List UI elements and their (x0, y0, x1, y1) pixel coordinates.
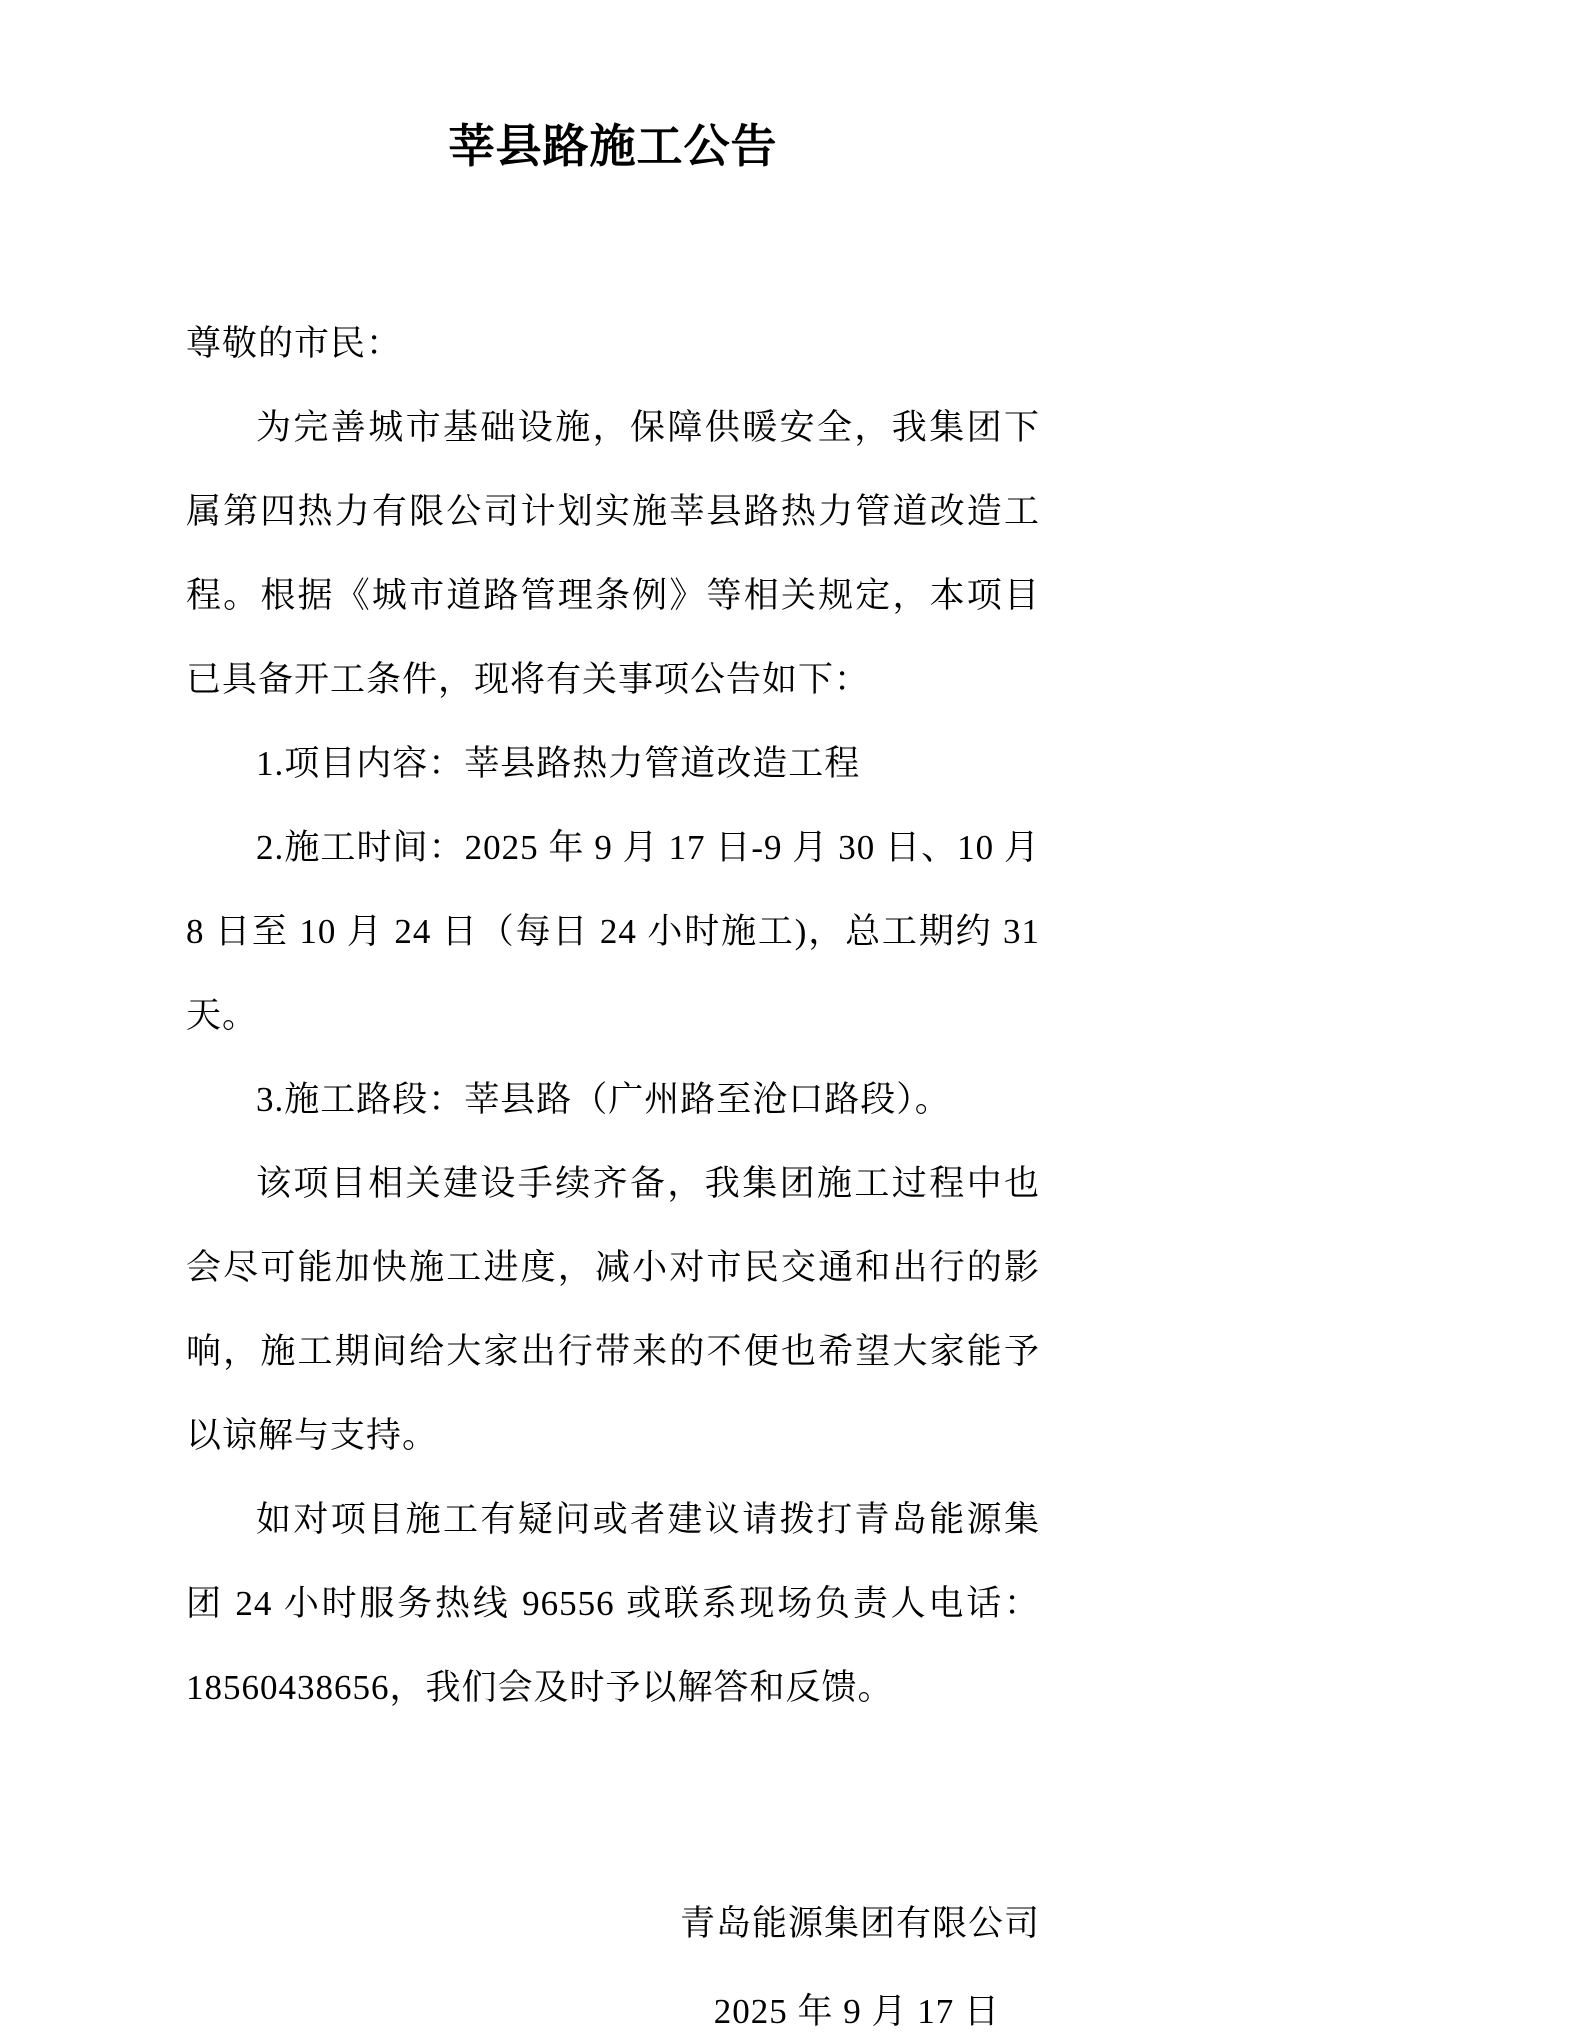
salutation-line: 尊敬的市民： (186, 323, 403, 363)
paragraph-contact: 如对项目施工有疑问或者建议请拨打青岛能源集团 24 小时服务热线 96556 或联系现场负责人电话：18560438656，我们会及时予以解答和反馈。 (186, 1499, 1040, 1707)
paragraph-intro: 为完善城市基础设施，保障供暖安全，我集团下属第四热力有限公司计划实施莘县路热力管道改造工程。根据《城市道路管理条例》等相关规定，本项目已具备开工条件，现将有关事项公告如下： (186, 407, 1040, 699)
document-title: 莘县路施工公告 (448, 121, 778, 172)
signature-block (186, 1880, 1040, 2033)
document-body (186, 302, 1040, 1730)
signature-company: 青岛能源集团有限公司 (679, 1903, 1040, 1943)
signature-date: 2025 年 9 月 17 日 (713, 1991, 1000, 2031)
paragraph-item-1-project-content: 1.项目内容：莘县路热力管道改造工程 (256, 743, 861, 783)
paragraph-item-3-road-section: 3.施工路段：莘县路（广州路至沧口路段）。 (256, 1079, 951, 1119)
paragraph-apology: 该项目相关建设手续齐备，我集团施工过程中也会尽可能加快施工进度，减小对市民交通和出行的影响，施工期间给大家出行带来的不便也希望大家能予以谅解与支持。 (186, 1163, 1040, 1455)
paragraph-item-2-construction-time: 2.施工时间：2025 年 9 月 17 日-9 月 30 日、10 月 8 日至 10 月 24 日（每日 24 小时施工)，总工期约 31 天。 (186, 827, 1040, 1035)
document-content (186, 0, 1040, 2033)
